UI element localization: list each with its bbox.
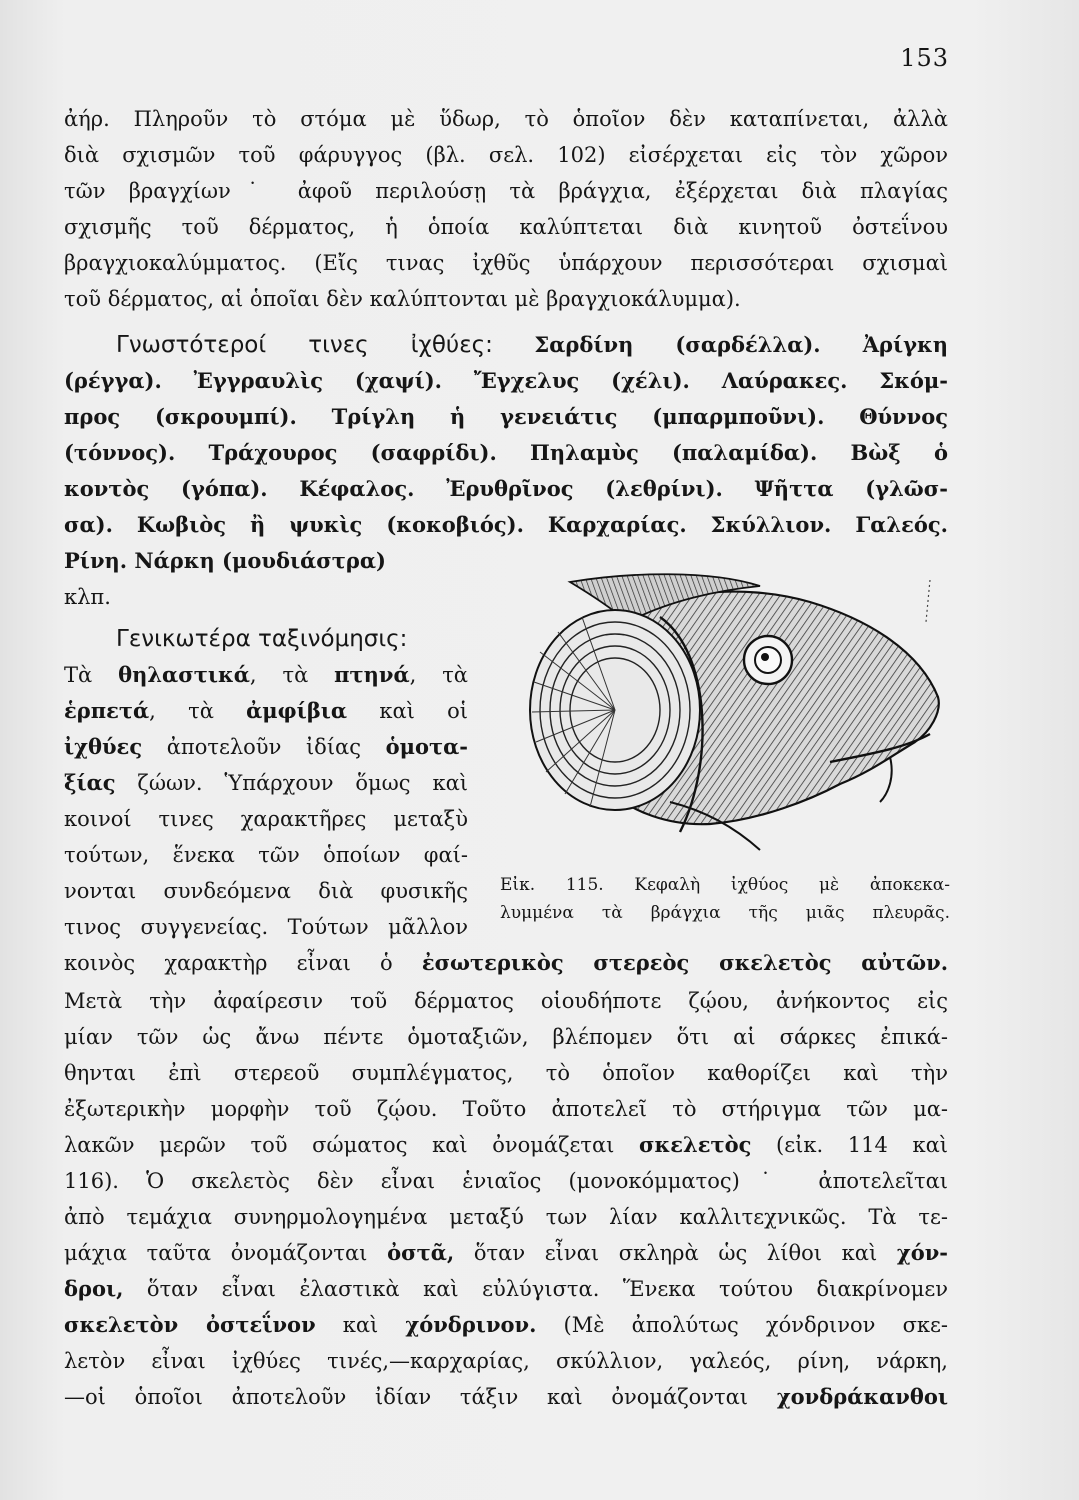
text-line: [64, 732, 468, 762]
term-class: ξίας: [64, 770, 116, 795]
page-number: 153: [900, 44, 949, 72]
figure-caption-line: λυμμένα τὰ βράγχια τῆς μιᾶς πλευρᾶς.: [500, 903, 950, 923]
fish-names: Σαρδίνη (σαρδέλλα). Ἀρίγκη: [534, 332, 948, 357]
text-fragment: ἀποτελοῦν ἰδίας: [142, 735, 386, 759]
text-line: [64, 1130, 948, 1160]
term-mammals: θηλαστικά: [118, 662, 250, 687]
fish-head-figure: [510, 562, 950, 852]
fish-list-heading: Γνωστότεροί τινες ἰχθύες:: [116, 332, 493, 358]
text-line: νονται συνδεόμενα διὰ φυσικῆς: [64, 879, 468, 903]
text-line: Μετὰ τὴν ἀφαίρεσιν τοῦ δέρματος οἱουδήποτε ζῴου, ἀνήκοντος εἰς: [64, 989, 948, 1013]
term-fishes: ἰχθύες: [64, 734, 143, 759]
text-fragment: ζώων. Ὑπάρχουν ὅμως καὶ: [115, 771, 468, 795]
text-fragment: , τὰ: [249, 663, 335, 687]
text-line: [64, 660, 468, 690]
text-line: διὰ σχισμῶν τοῦ φάρυγγος (βλ. σελ. 102) εἰσέρχεται εἰς τὸν χῶρον: [64, 143, 948, 167]
text-line: 116). Ὁ σκελετὸς δὲν εἶναι ἑνιαῖος (μονοκόμματος)˙ ἀποτελεῖται: [64, 1169, 948, 1193]
text-fragment: (Μὲ ἀπολύτως χόνδρινον σκε-: [536, 1313, 949, 1337]
text-line: κλπ.: [64, 585, 111, 609]
text-line: [64, 1274, 948, 1304]
term-amphibians: ἀμφίβια: [246, 698, 348, 723]
term-skeleton: σκελετὸς: [639, 1132, 752, 1157]
text-line: [64, 768, 468, 798]
text-fragment: καὶ: [315, 1313, 406, 1337]
term-cartilage: δροι,: [64, 1276, 124, 1301]
text-line: μίαν τῶν ὡς ἄνω πέντε ὁμοταξιῶν, βλέπομεν ὅτι αἱ σάρκες ἐπικά-: [64, 1025, 948, 1049]
figure-caption-line: Εἰκ. 115. Κεφαλὴ ἰχθύος μὲ ἀποκεκα-: [500, 875, 950, 895]
text-line: [64, 948, 948, 978]
text-line: [64, 1382, 948, 1412]
text-fragment: —οἱ ὁποῖοι ἀποτελοῦν ἰδίαν τάξιν καὶ ὀνομάζονται: [64, 1385, 777, 1409]
term-reptiles: ἑρπετά: [64, 698, 150, 723]
text-line: τοῦ δέρματος, αἱ ὁποῖαι δὲν καλύπτονται μὲ βραγχιοκάλυμμα).: [64, 287, 741, 311]
text-line: θηνται ἐπὶ στερεοῦ συμπλέγματος, τὸ ὁποῖον καθορίζει καὶ τὴν: [64, 1061, 948, 1085]
text-line: σχισμῆς τοῦ δέρματος, ἡ ὁποία καλύπτεται διὰ κινητοῦ ὀστεΐνου: [64, 215, 948, 239]
term-internal-skeleton: ἐσωτερικὸς στερεὸς σκελετὸς αὐτῶν.: [421, 950, 949, 975]
fish-names-line: προς (σκρουμπί). Τρίγλη ἡ γενειάτις (μπαρμποῦνι). Θύννος: [64, 404, 948, 429]
text-fragment: καὶ οἱ: [347, 699, 468, 723]
text-line: [64, 696, 468, 726]
term-cartilaginous: χόνδρινον.: [405, 1312, 537, 1337]
text-fragment: , τὰ: [409, 663, 468, 687]
classification-heading: Γενικωτέρα ταξινόμησις:: [116, 626, 408, 652]
fish-names-line: κοντὸς (γόπα). Κέφαλος. Ἐρυθρῖνος (λεθρίνι). Ψῆττα (γλῶσ-: [64, 476, 948, 501]
text-line: ἐξωτερικὴν μορφὴν τοῦ ζῴου. Τοῦτο ἀποτελεῖ τὸ στήριγμα τῶν μα-: [64, 1097, 948, 1121]
fish-names-line: σα). Κωβιὸς ἢ ψυκὶς (κοκοβιός). Καρχαρίας. Σκύλλιον. Γαλεός.: [64, 512, 948, 537]
text-line: κοινοί τινες χαρακτῆρες μεταξὺ: [64, 807, 468, 831]
text-fragment: Τὰ: [64, 663, 119, 687]
text-line: ἀήρ. Πληροῦν τὸ στόμα μὲ ὕδωρ, τὸ ὁποῖον δὲν καταπίνεται, ἀλλὰ: [64, 107, 948, 131]
text-line: λετὸν εἶναι ἰχθύες τινές,—καρχαρίας, σκύλλιον, γαλεός, ρίνη, νάρκη,: [64, 1349, 948, 1373]
text-fragment: , τὰ: [149, 699, 247, 723]
text-line: [64, 1310, 948, 1340]
term-birds: πτηνά: [334, 662, 410, 687]
fish-pupil-center: [761, 653, 769, 661]
text-fragment: ὅταν εἶναι ἐλαστικὰ καὶ εὐλύγιστα. Ἕνεκα τούτου διακρίνομεν: [123, 1277, 948, 1301]
text-line: ἀπὸ τεμάχια συνηρμολογημένα μεταξύ των λίαν καλλιτεχνικῶς. Τὰ τε-: [64, 1205, 948, 1229]
text-fragment: (εἰκ. 114 καὶ: [751, 1133, 948, 1157]
fish-pupil: [755, 647, 781, 673]
fish-names-line: (ρέγγα). Ἐγγραυλὶς (χαψί). Ἔγχελυς (χέλι). Λαύρακες. Σκόμ-: [64, 368, 948, 393]
text-line: [64, 1238, 948, 1268]
text-fragment: λακῶν μερῶν τοῦ σώματος καὶ ὀνομάζεται: [64, 1133, 640, 1157]
fish-names-line: Ρίνη. Νάρκη (μουδιάστρα): [64, 548, 386, 573]
term-cartilage: χόν-: [896, 1240, 948, 1265]
text-line: βραγχιοκαλύμματος. (Εἴς τινας ἰχθῦς ὑπάρχουν περισσότεραι σχισμαὶ: [64, 251, 948, 275]
text-line: τῶν βραγχίων˙ ἀφοῦ περιλούσῃ τὰ βράγχια, ἐξέρχεται διὰ πλαγίας: [64, 179, 948, 203]
fish-names-line: (τόννος). Τράχουρος (σαφρίδι). Πηλαμὺς (παλαμίδα). Βὼξ ὁ: [64, 440, 948, 465]
text-fragment: ὅταν εἶναι σκληρὰ ὡς λίθοι καὶ: [454, 1241, 897, 1265]
fish-list-first-line: [64, 330, 948, 360]
term-class: ὁμοτα-: [385, 734, 468, 759]
term-chondrichthyes: χονδράκανθοι: [776, 1384, 948, 1409]
term-bony-skeleton: σκελετὸν ὀστεΐνον: [64, 1312, 316, 1337]
classification-heading-line: [64, 624, 468, 654]
term-bones: ὀστᾶ,: [387, 1240, 455, 1265]
text-line: τινος συγγενείας. Τούτων μᾶλλον: [64, 915, 468, 939]
text-fragment: μάχια ταῦτα ὀνομάζονται: [64, 1241, 388, 1265]
text-fragment: κοινὸς χαρακτὴρ εἶναι ὁ: [64, 951, 422, 975]
text-line: τούτων, ἕνεκα τῶν ὁποίων φαί-: [64, 843, 468, 867]
fish-head-illustration: [510, 562, 950, 852]
pointer-line: [926, 580, 930, 622]
